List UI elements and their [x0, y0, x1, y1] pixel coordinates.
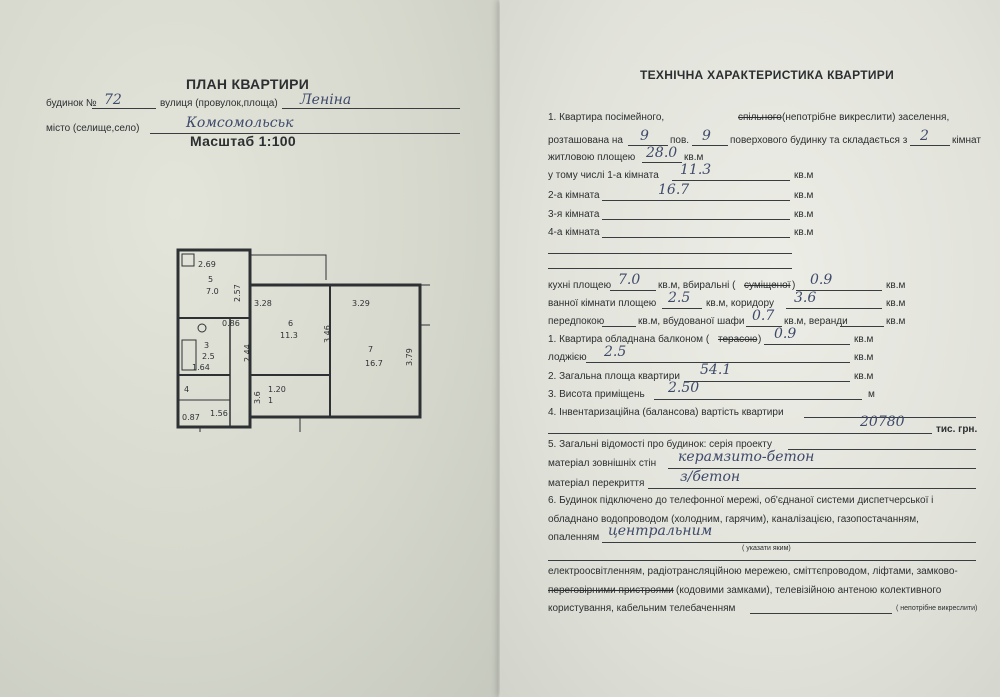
- inv-value: 20780: [860, 414, 905, 430]
- height-unit: м: [868, 389, 875, 400]
- plan-label-18: 0.87: [182, 413, 200, 422]
- loggia-label: лоджією: [548, 352, 587, 363]
- plan-label-0: 2.69: [198, 260, 216, 269]
- veranda-label: кв.м, веранди: [784, 316, 848, 327]
- plan-label-16: 2.44: [243, 344, 252, 362]
- plan-label-11: 3.79: [405, 348, 414, 366]
- room4-line: [602, 237, 790, 238]
- room1-value: 11.3: [680, 162, 712, 178]
- corridor-unit: кв.м: [886, 298, 906, 309]
- hall-line: [602, 326, 636, 327]
- balcony-strike: терасою: [718, 334, 758, 345]
- s5-line: [788, 449, 976, 450]
- balcony-value: 0.9: [774, 326, 797, 342]
- s6-line6: користування, кабельним телебаченням: [548, 603, 736, 614]
- blank-line-3: [548, 560, 976, 561]
- cable-line: [750, 613, 892, 614]
- floors-line: [692, 145, 728, 146]
- house-label: будинок №: [46, 98, 97, 109]
- corridor-label: кв.м, коридору: [706, 298, 774, 309]
- room3-label: 3-я кімната: [548, 209, 600, 220]
- plan-outer-right: [250, 285, 420, 417]
- kitchen-line: [610, 290, 656, 291]
- plan-label-19: 1.56: [210, 409, 228, 418]
- s1-a: 1. Квартира посімейного,: [548, 112, 665, 123]
- room2-unit: кв.м: [794, 190, 814, 201]
- plan-label-13: 3: [204, 341, 210, 350]
- balcony-unit: кв.м: [854, 334, 874, 345]
- bath-line: [662, 308, 702, 309]
- height-value: 2.50: [668, 380, 700, 396]
- balcony-label: 1. Квартира обладнана балконом (: [548, 334, 710, 345]
- unneeded-note: ( непотрібне викреслити): [896, 605, 978, 612]
- room3-line: [602, 219, 790, 220]
- blank-line-2: [548, 268, 792, 269]
- plan-label-15: 1.64: [192, 363, 210, 372]
- plan-label-17: 4: [184, 385, 190, 394]
- city-value: Комсомольськ: [186, 115, 294, 131]
- heating-label: опаленням: [548, 532, 600, 543]
- walls-label: матеріал зовнішніх стін: [548, 458, 657, 469]
- balcony-line: [764, 344, 850, 345]
- living-unit: кв.м: [684, 152, 704, 163]
- heating-note: ( указати яким): [742, 545, 791, 552]
- plan-label-9: 7: [368, 345, 374, 354]
- living-value: 28.0: [646, 145, 678, 161]
- corridor-value: 3.6: [794, 290, 817, 306]
- room1-label: у тому числі 1-а кімната: [548, 170, 659, 181]
- s6-line5-rest: (кодовими замками), телевізійною антеною колективного: [676, 585, 942, 596]
- kitchen-value: 7.0: [618, 272, 641, 288]
- plan-title: ПЛАН КВАРТИРИ: [186, 76, 310, 92]
- total-value: 54.1: [700, 362, 732, 378]
- plan-balcony: [250, 255, 326, 280]
- street-label: вулиця (провулок,площа): [160, 98, 278, 109]
- hall-label: передпокою: [548, 316, 605, 327]
- s6-line2: обладнано водопроводом (холодним, гарячим), каналізацією, газопостачанням,: [548, 514, 919, 525]
- plan-label-2: 5: [208, 275, 214, 284]
- room1-line: [672, 180, 790, 181]
- bath-value: 2.5: [668, 290, 691, 306]
- inv-label: 4. Інвентаризаційна (балансова) вартість квартири: [548, 407, 784, 418]
- rooms-line: [910, 145, 950, 146]
- heating-value: центральним: [608, 523, 713, 539]
- street-value: Леніна: [300, 92, 352, 108]
- bath-label: ванної кімнати площею: [548, 298, 657, 309]
- floor-value: 9: [640, 128, 649, 144]
- plan-label-7: 11.3: [280, 331, 298, 340]
- s1-c: (непотрібне викреслити) заселення,: [782, 112, 950, 123]
- house-line: [92, 108, 156, 109]
- walls-value: керамзито-бетон: [678, 449, 815, 465]
- s1-loc-c: поверхового будинку та складається з: [730, 135, 908, 146]
- inv-unit: тис. грн.: [936, 424, 978, 435]
- plan-label-21: 1: [268, 396, 274, 405]
- wardrobe-value: 0.7: [752, 308, 775, 324]
- room1-unit: кв.м: [794, 170, 814, 181]
- plan-label-1: 2.57: [233, 284, 242, 302]
- floors-mat-label: матеріал перекриття: [548, 478, 645, 489]
- blank-line-1: [548, 253, 792, 254]
- wardrobe-label: кв.м, вбудованої шафи: [638, 316, 745, 327]
- plan-label-3: 7.0: [206, 287, 219, 296]
- height-label: 3. Висота приміщень: [548, 389, 645, 400]
- wc-label: кв.м, вбиральні (: [658, 280, 736, 291]
- s1-b: спільного: [738, 112, 782, 123]
- wc-strike: суміщеної: [744, 280, 791, 291]
- street-line: [282, 108, 460, 109]
- veranda-line: [840, 326, 884, 327]
- plan-label-22: 3.6: [253, 391, 262, 404]
- city-label: місто (селище,село): [46, 123, 140, 134]
- floor-plan: [160, 240, 430, 435]
- wc-unit: кв.м: [886, 280, 906, 291]
- s6-line4: електроосвітленням, радіотрансляційною мережею, сміттєпроводом, ліфтами, замково-: [548, 566, 958, 577]
- total-label: 2. Загальна площа квартири: [548, 371, 680, 382]
- room3-unit: кв.м: [794, 209, 814, 220]
- plan-stove: [182, 254, 194, 266]
- right-page: [500, 0, 1000, 697]
- wc-label-end: ): [792, 280, 796, 291]
- s1-loc-a: розташована на: [548, 135, 623, 146]
- inv-line-2: [548, 433, 932, 434]
- plan-label-20: 1.20: [268, 385, 286, 394]
- house-value: 72: [104, 92, 122, 108]
- loggia-value: 2.5: [604, 344, 627, 360]
- plan-label-14: 2.5: [202, 352, 215, 361]
- room4-unit: кв.м: [794, 227, 814, 238]
- plan-sink: [198, 324, 206, 332]
- living-label: житловою площею: [548, 152, 636, 163]
- s1-loc-b: пов.: [670, 135, 690, 146]
- room2-value: 16.7: [658, 182, 690, 198]
- plan-label-10: 16.7: [365, 359, 383, 368]
- total-line: [684, 381, 850, 382]
- total-unit: кв.м: [854, 371, 874, 382]
- plan-label-6: 6: [288, 319, 294, 328]
- plan-label-5: 3.29: [352, 299, 370, 308]
- scale: Масштаб 1:100: [190, 133, 296, 149]
- plan-label-8: 3.46: [323, 325, 332, 343]
- loggia-unit: кв.м: [854, 352, 874, 363]
- veranda-unit: кв.м: [886, 316, 906, 327]
- floors-mat-value: з/бетон: [680, 469, 741, 485]
- room4-label: 4-а кімната: [548, 227, 600, 238]
- floors-value: 9: [702, 128, 711, 144]
- heating-line: [602, 542, 976, 543]
- kitchen-label: кухні площею: [548, 280, 612, 291]
- height-line: [654, 399, 862, 400]
- wc-value: 0.9: [810, 272, 833, 288]
- plan-label-4: 3.28: [254, 299, 272, 308]
- s1-loc-d: кімнат: [952, 135, 981, 146]
- s6-line5-strike: переговірними пристроями: [548, 585, 674, 596]
- rooms-value: 2: [920, 128, 929, 144]
- living-line: [642, 162, 682, 163]
- room2-line: [602, 200, 790, 201]
- corridor-line: [786, 308, 882, 309]
- floors-mat-line: [648, 488, 976, 489]
- s5-label: 5. Загальні відомості про будинок: серія проекту: [548, 439, 772, 450]
- balcony-end: ): [758, 334, 762, 345]
- tech-title: ТЕХНІЧНА ХАРАКТЕРИСТИКА КВАРТИРИ: [640, 68, 895, 82]
- s6-line1: 6. Будинок підключено до телефонної мережі, об'єднаної системи диспетчерської і: [548, 495, 934, 506]
- plan-label-12: 0.86: [222, 319, 240, 328]
- room2-label: 2-а кімната: [548, 190, 600, 201]
